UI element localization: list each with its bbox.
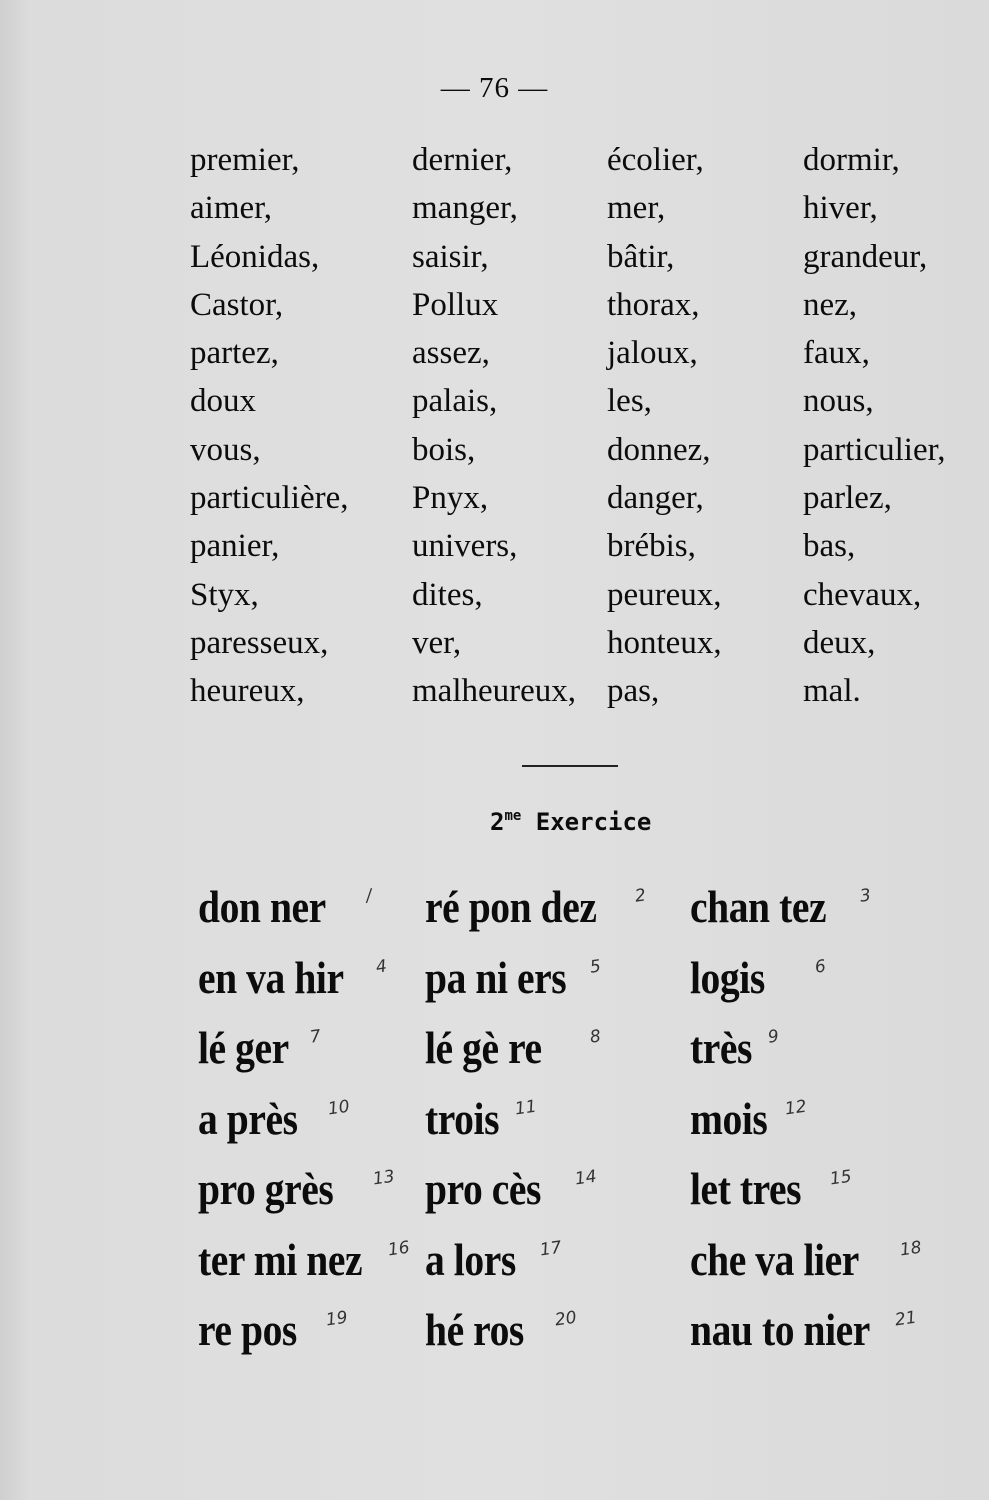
syllable-word: lé ger [198, 1022, 289, 1073]
handwritten-number: 12 [783, 1096, 808, 1119]
word-cell: Styx, [190, 576, 259, 613]
word-cell: panier, [190, 528, 280, 565]
word-cell: chevaux, [803, 576, 922, 613]
syllable-word: pro cès [425, 1163, 542, 1214]
exercise-title: Exercice [535, 808, 652, 836]
handwritten-number: 8 [588, 1026, 603, 1048]
word-cell: les, [607, 383, 652, 420]
syllable-row [0, 1233, 989, 1303]
word-cell: Pnyx, [412, 480, 489, 517]
syllable-word: let tres [690, 1163, 802, 1214]
handwritten-number: 17 [538, 1237, 563, 1260]
handwritten-number: 3 [858, 885, 873, 907]
word-cell: manger, [412, 190, 518, 227]
syllable-row [0, 880, 989, 950]
syllable-word: ré pon dez [425, 881, 597, 932]
word-cell: partez, [190, 335, 279, 372]
exercise-number: 2 [490, 808, 505, 836]
word-cell: doux [190, 383, 256, 420]
word-cell: dites, [412, 576, 483, 613]
word-cell: malheureux, [412, 673, 577, 710]
word-cell: bois, [412, 431, 476, 468]
word-cell: assez, [412, 335, 490, 372]
syllable-word: lé gè re [425, 1022, 542, 1073]
syllable-word: chan tez [690, 881, 827, 932]
syllable-word: hé ros [425, 1304, 524, 1355]
handwritten-number: 7 [308, 1026, 323, 1048]
word-cell: danger, [607, 480, 704, 517]
word-cell: bas, [803, 528, 856, 565]
syllable-word: che va lier [690, 1233, 859, 1285]
handwritten-number: 15 [828, 1166, 853, 1190]
word-cell: thorax, [607, 286, 700, 323]
word-cell: brébis, [607, 528, 696, 565]
handwritten-number: 10 [326, 1096, 351, 1119]
syllable-row [0, 1092, 989, 1162]
syllable-row [0, 1021, 989, 1091]
word-cell: nez, [803, 286, 858, 323]
word-cell: saisir, [412, 238, 489, 275]
handwritten-number: 6 [813, 955, 828, 978]
syllable-word: ter mi nez [198, 1233, 363, 1285]
word-cell: vous, [190, 431, 261, 468]
word-list-table [190, 136, 980, 716]
word-cell: donnez, [607, 431, 711, 468]
syllable-word: mois [690, 1092, 768, 1144]
word-cell: Léonidas, [190, 238, 320, 275]
word-cell: Castor, [190, 286, 284, 323]
word-cell: ver, [412, 624, 462, 661]
syllable-word: a près [198, 1092, 298, 1144]
syllable-row [0, 1303, 989, 1373]
word-cell: honteux, [607, 624, 722, 661]
word-cell: écolier, [607, 142, 704, 178]
word-cell: univers, [412, 528, 518, 565]
word-cell: bâtir, [607, 238, 675, 275]
syllable-word: re pos [198, 1304, 297, 1355]
section-divider [522, 765, 618, 767]
handwritten-number: 13 [371, 1166, 396, 1190]
handwritten-number: 14 [573, 1166, 598, 1190]
word-cell: deux, [803, 624, 876, 661]
handwritten-number: 21 [893, 1307, 918, 1331]
syllable-word: très [690, 1022, 752, 1073]
syllable-word: nau to nier [690, 1304, 870, 1355]
handwritten-number: 19 [324, 1307, 349, 1331]
syllable-word: logis [690, 951, 765, 1003]
word-cell: Pollux [412, 286, 499, 323]
page-number: — 76 — [440, 72, 549, 104]
syllable-row [0, 951, 989, 1021]
word-cell: premier, [190, 142, 300, 178]
handwritten-number: 11 [513, 1096, 538, 1119]
syllable-word: don ner [198, 881, 326, 932]
word-cell: paresseux, [190, 624, 329, 661]
word-cell: mal. [803, 673, 861, 710]
exercise-number-suffix: me [504, 808, 522, 824]
word-cell: grandeur, [803, 238, 928, 275]
handwritten-number: 16 [386, 1237, 411, 1260]
word-cell: mer, [607, 190, 666, 227]
handwritten-number: 2 [633, 885, 648, 907]
exercise-heading [490, 808, 651, 836]
handwritten-number: 20 [553, 1307, 578, 1331]
word-cell: peureux, [607, 576, 722, 613]
word-cell: dernier, [412, 142, 513, 178]
word-cell: particulier, [803, 431, 946, 468]
word-cell: dormir, [803, 142, 900, 178]
word-cell: palais, [412, 383, 498, 420]
handwritten-number: 5 [588, 955, 603, 978]
word-cell: heureux, [190, 673, 305, 710]
word-cell: jaloux, [607, 335, 698, 372]
handwritten-number: 4 [374, 955, 389, 978]
syllable-row [0, 1162, 989, 1232]
handwritten-number: / [364, 885, 374, 907]
word-cell: pas, [607, 673, 660, 710]
syllable-word: a lors [425, 1233, 516, 1285]
handwritten-number: 9 [766, 1026, 781, 1048]
syllable-word: trois [425, 1092, 500, 1144]
syllable-word: pro grès [198, 1163, 334, 1214]
word-cell: nous, [803, 383, 874, 420]
word-cell: hiver, [803, 190, 878, 227]
syllable-word: en va hir [198, 951, 344, 1003]
syllable-word: pa ni ers [425, 951, 567, 1003]
handwritten-number: 18 [898, 1237, 923, 1260]
word-cell: aimer, [190, 190, 273, 227]
word-cell: faux, [803, 335, 870, 372]
word-cell: particulière, [190, 480, 349, 517]
word-cell: parlez, [803, 480, 892, 517]
